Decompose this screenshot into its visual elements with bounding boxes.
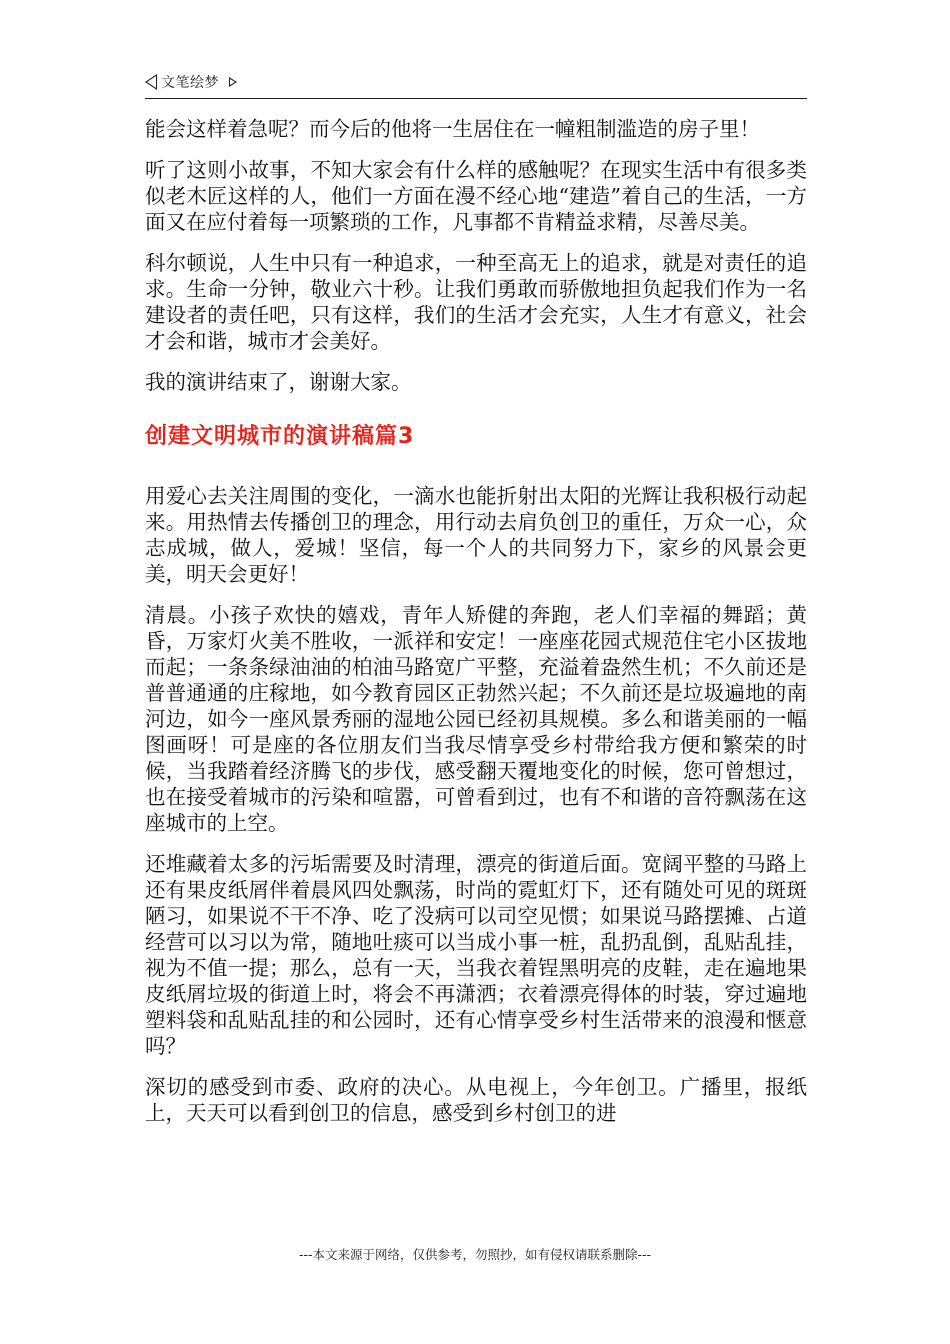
- paragraph: 清晨。小孩子欢快的嬉戏，青年人矫健的奔跑，老人们幸福的舞蹈；黄昏，万家灯火美不胜收，一派祥和安定！一座座花园式规范住宅小区拔地而起；一条条绿油油的柏油马路宽广平整，充溢着盎然生机；不久前还是普普通通的庄稼地，如今教育园区正勃然兴起；不久前还是垃圾遍地的南河边，如今一座风景秀丽的湿地公园已经初具规模。多么和谐美丽的一幅图画呀！可是座的各位朋友们当我尽情享受乡村带给我方便和繁荣的时候，当我踏着经济腾飞的步伐，感受翻天覆地变化的时候，您可曾想过，也在接受着城市的污染和喧嚣，可曾看到过，也有不和谐的音符飘荡在这座城市的上空。: [145, 603, 807, 835]
- document-body: [145, 116, 807, 1141]
- section-heading: 创建文明城市的演讲稿篇3: [145, 424, 415, 449]
- header-title: 文笔绘梦: [161, 75, 219, 91]
- page-footer: ---本文来源于网络，仅供参考，勿照抄，如有侵权请联系删除---: [298, 1247, 652, 1262]
- paragraph: 用爱心去关注周围的变化，一滴水也能折射出太阳的光辉让我积极行动起来。用热情去传播创卫的理念，用行动去肩负创卫的重任，万众一心，众志成城，做人，爱城！坚信，每一个人的共同努力下，家乡的风景会更美，明天会更好！: [145, 484, 807, 586]
- triangle-left-icon: [145, 74, 157, 90]
- paragraph: 还堆藏着太多的污垢需要及时清理，漂亮的街道后面。宽阔平整的马路上还有果皮纸屑伴着晨风四处飘荡，时尚的霓虹灯下，还有随处可见的斑斑陋习，如果说不干不净、吃了没病可以司空见惯；如果说马路摆摊、占道经营可以习以为常，随地吐痰可以当成小事一桩，乱扔乱倒，乱贴乱挂，视为不值一提；那么，总有一天，当我衣着锃黑明亮的皮鞋，走在遍地果皮纸屑垃圾的街道上时，将会不再潇洒；衣着漂亮得体的时装，穿过遍地塑料袋和乱贴乱挂的和公园时，还有心情享受乡村生活带来的浪漫和惬意吗？: [145, 852, 807, 1058]
- triangle-right-icon: [229, 77, 237, 87]
- page-header: [145, 70, 807, 99]
- paragraph: 能会这样着急呢？而今后的他将一生居住在一幢粗制滥造的房子里！: [145, 117, 760, 141]
- header-brand: [145, 72, 237, 92]
- paragraph: 我的演讲结束了，谢谢大家。: [145, 370, 412, 394]
- paragraph: 听了这则小故事，不知大家会有什么样的感触呢？在现实生活中有很多类似老木匠这样的人，他们一方面在漫不经心地“建造”着自己的生活，一方面又在应付着每一项繁琐的工作，凡事都不肯精益求精，尽善尽美。: [145, 158, 807, 234]
- paragraph: 科尔顿说，人生中只有一种追求，一种至高无上的追求，就是对责任的追求。生命一分钟，敬业六十秒。让我们勇敢而骄傲地担负起我们作为一名建设者的责任吧，只有这样，我们的生活才会充实，人生才有意义，社会才会和谐，城市才会美好。: [145, 251, 807, 353]
- paragraph: 深切的感受到市委、政府的决心。从电视上，今年创卫。广播里，报纸上，天天可以看到创卫的信息，感受到乡村创卫的进: [145, 1075, 807, 1125]
